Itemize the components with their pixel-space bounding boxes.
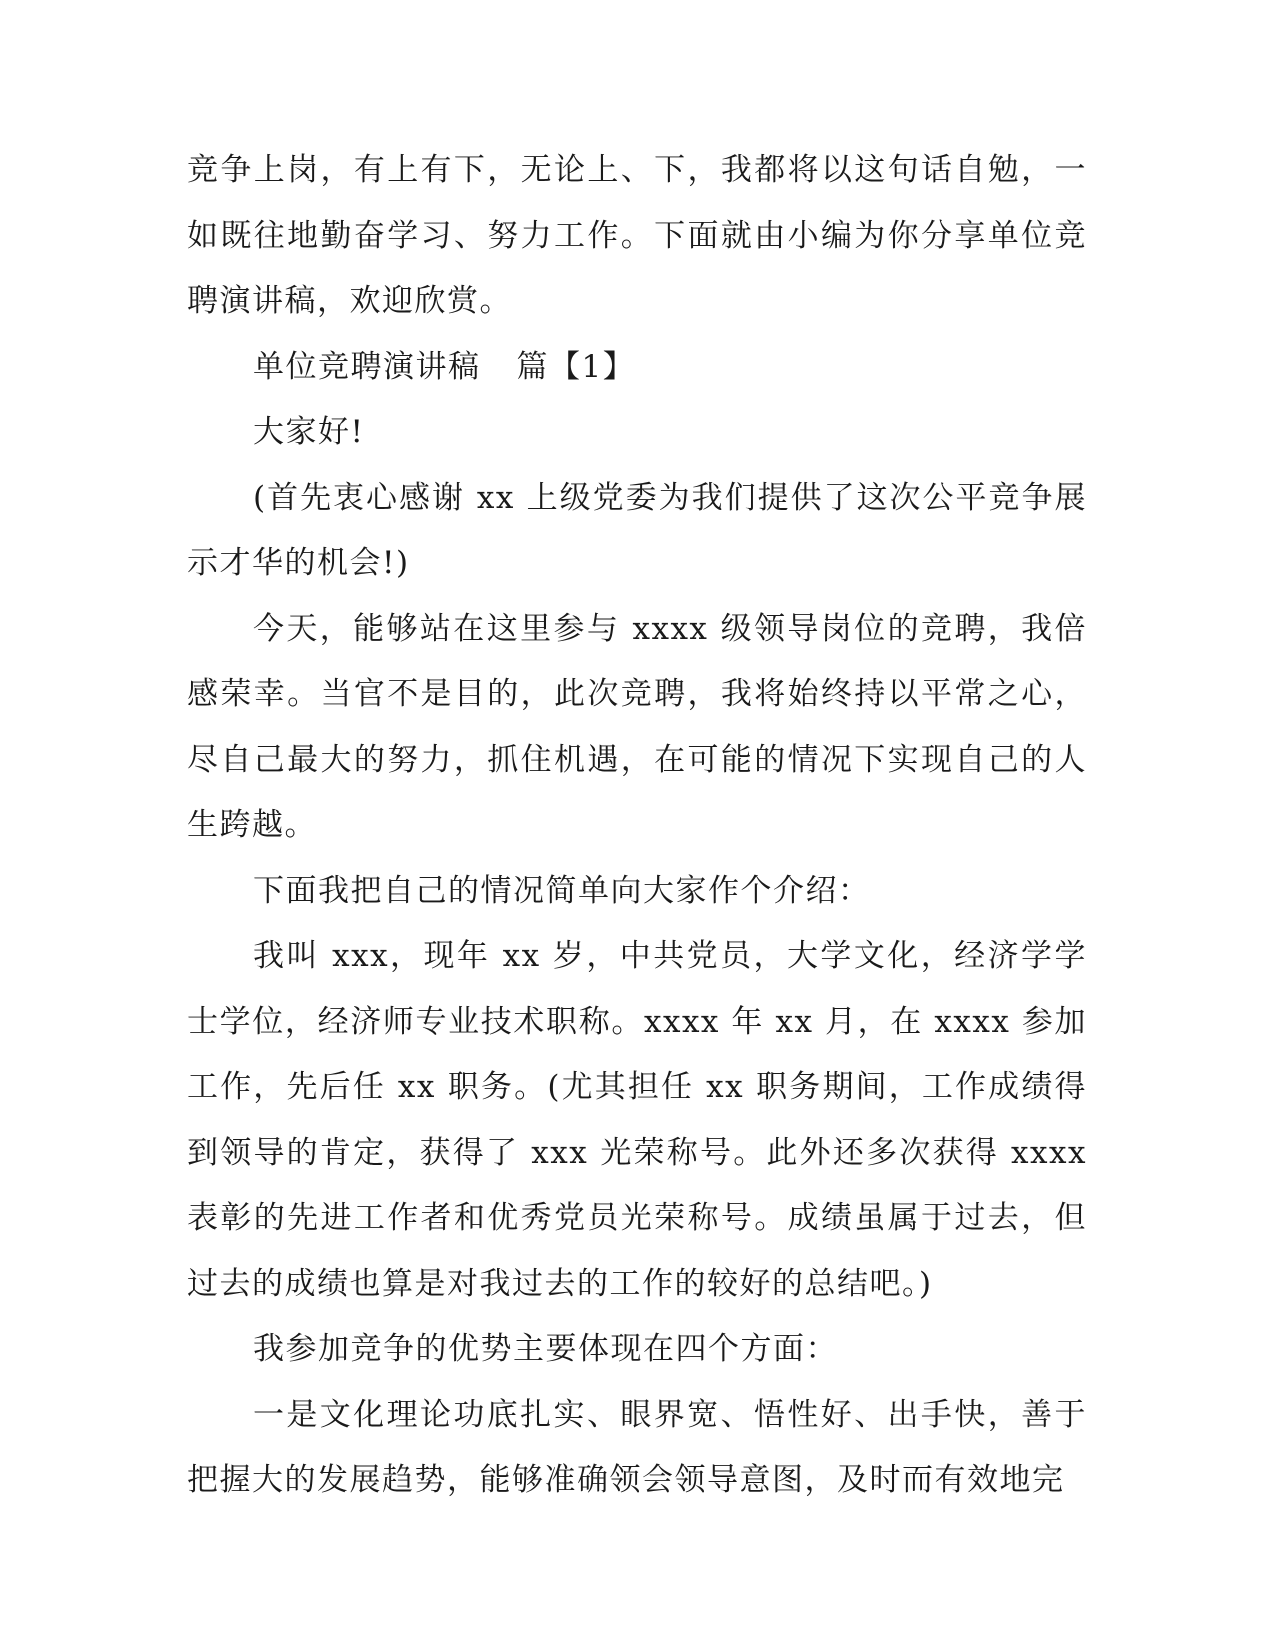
resume-paragraph: 我叫 xxx，现年 xx 岁，中共党员，大学文化，经济学学士学位，经济师专业技术职称。xxxx 年 xx 月，在 xxxx 参加工作，先后任 xx 职务。(尤其担任 xx 职务期间，工作成绩得到领导的肯定，获得了 xxx 光荣称号。此外还多次获得 xxxx 表彰的先进工作者和优秀党员光荣称号。成绩虽属于过去，但过去的成绩也算是对我过去的工作的较好的总结吧。)	[187, 938, 1087, 1302]
intro-paragraph: 竞争上岗，有上有下，无论上、下，我都将以这句话自勉，一如既往地勤奋学习、努力工作。下面就由小编为你分享单位竞聘演讲稿，欢迎欣赏。	[187, 152, 1087, 319]
thanks-paragraph: (首先衷心感谢 xx 上级党委为我们提供了这次公平竞争展示才华的机会!)	[187, 479, 1087, 581]
intro-self-paragraph: 下面我把自己的情况简单向大家作个介绍：	[253, 872, 871, 909]
section-heading-number: 篇【1】	[516, 348, 636, 385]
greeting-paragraph: 大家好!	[253, 414, 365, 450]
section-heading	[187, 335, 1087, 401]
advantages-lead-paragraph: 我参加竞争的优势主要体现在四个方面：	[253, 1331, 838, 1367]
document-body	[187, 138, 1087, 1514]
opening-paragraph: 今天，能够站在这里参与 xxxx 级领导岗位的竞聘，我倍感荣幸。当官不是目的，此次竞聘，我将始终持以平常之心，尽自己最大的努力，抓住机遇，在可能的情况下实现自己的人生跨越。	[187, 610, 1087, 843]
advantage-one-paragraph: 一是文化理论功底扎实、眼界宽、悟性好、出手快，善于把握大的发展趋势，能够准确领会领导意图，及时而有效地完	[187, 1396, 1087, 1498]
section-heading-title: 单位竞聘演讲稿	[253, 348, 481, 385]
